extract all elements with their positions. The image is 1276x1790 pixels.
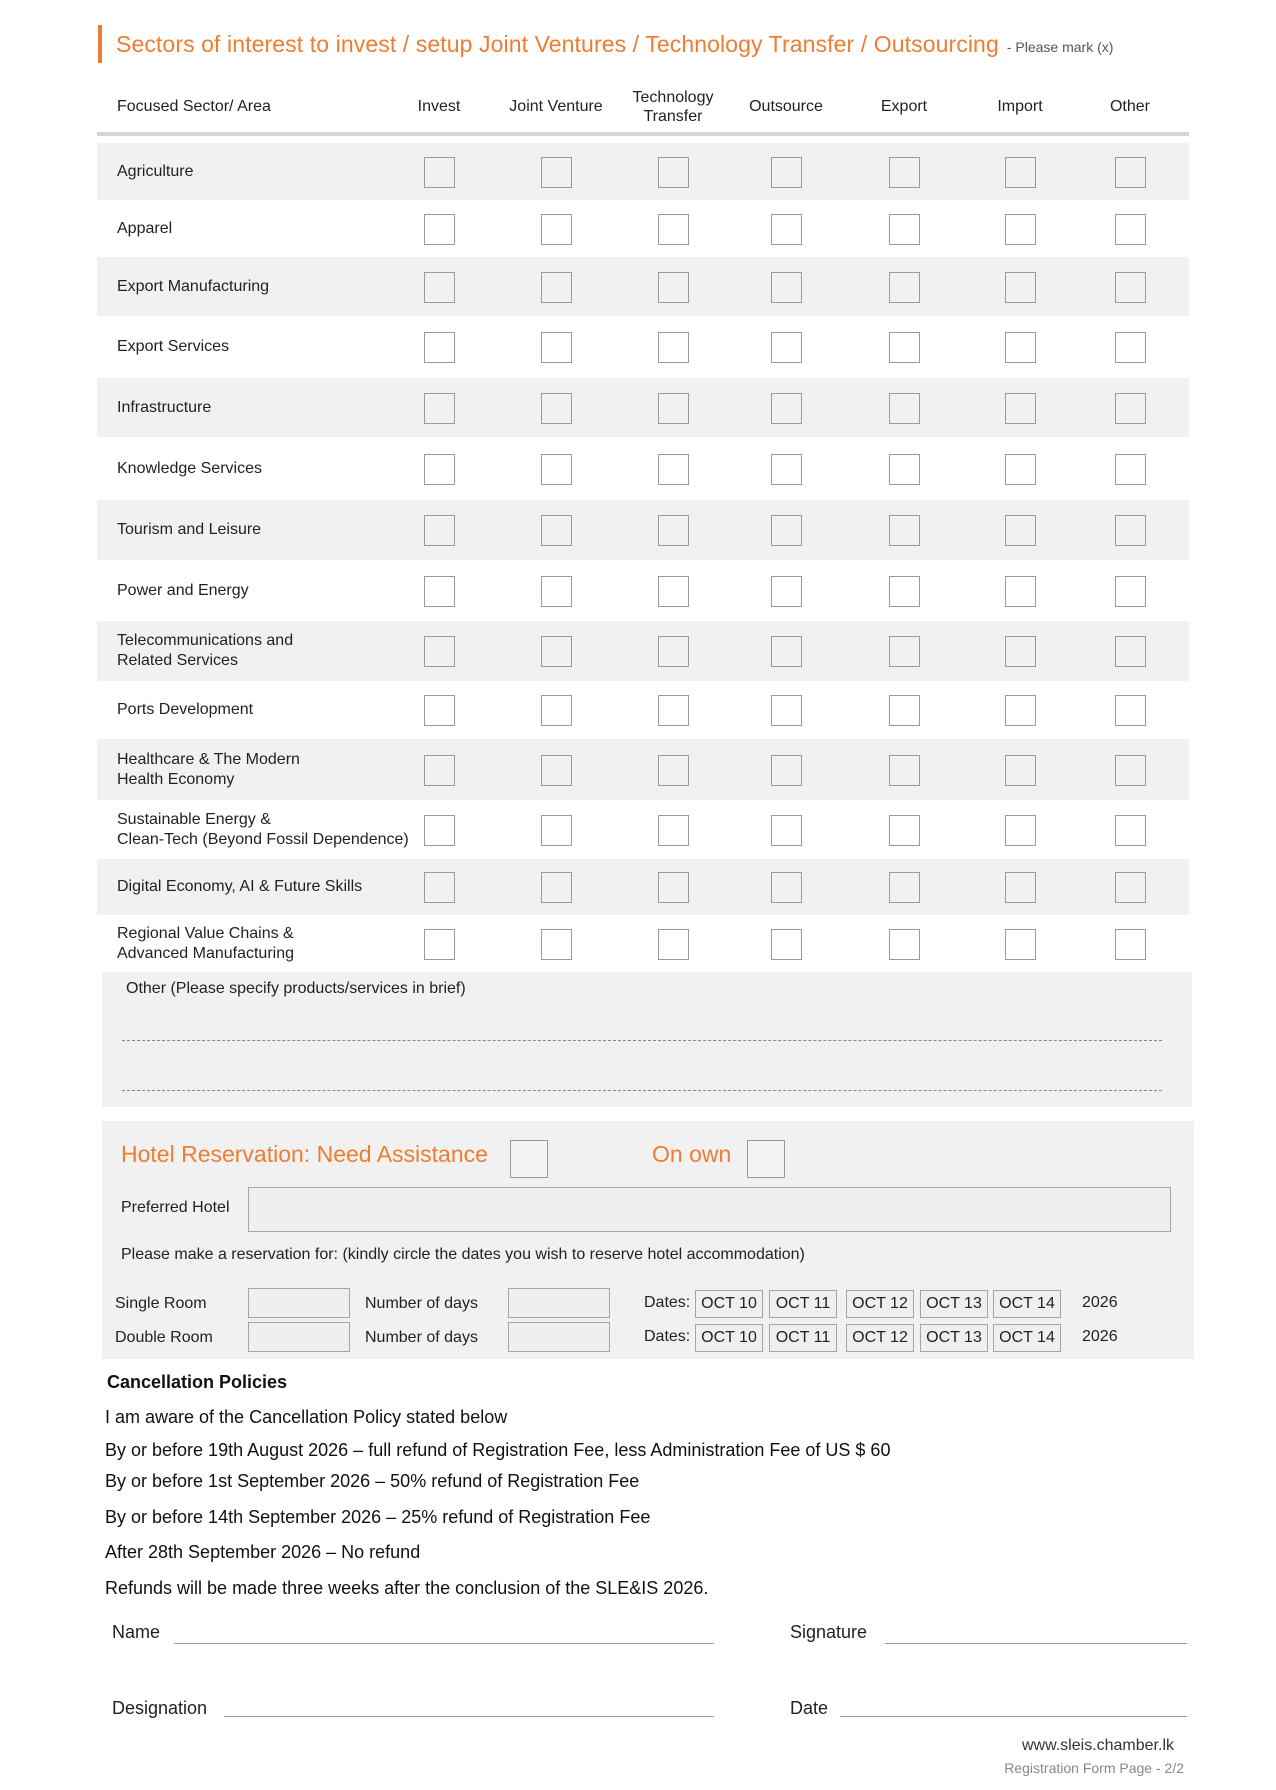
export-services-outsource-checkbox[interactable] xyxy=(771,332,802,363)
agriculture-invest-checkbox[interactable] xyxy=(424,157,455,188)
double-room-count-field[interactable] xyxy=(248,1322,350,1352)
mark-instruction-note: - Please mark (x) xyxy=(1006,39,1114,55)
export-manufacturing-export-checkbox[interactable] xyxy=(889,272,920,303)
sector-label: Sustainable Energy & Clean-Tech (Beyond Fossil Dependence) xyxy=(117,810,409,848)
policy-line: By or before 1st September 2026 – 50% refund of Registration Fee xyxy=(105,1471,640,1491)
apparel-export-checkbox[interactable] xyxy=(889,214,920,245)
signature-label: Signature xyxy=(790,1622,868,1642)
other-specify-line-2[interactable] xyxy=(122,1090,1162,1091)
digital-economy-ai-futur-joint-venture-checkbox[interactable] xyxy=(541,872,572,903)
matrix-row-agriculture xyxy=(97,143,1189,200)
matrix-header-sector: Focused Sector/ Area xyxy=(117,98,271,116)
matrix-header-outsource: Outsource xyxy=(749,98,823,116)
infrastructure-joint-venture-checkbox[interactable] xyxy=(541,393,572,424)
ports-development-invest-checkbox[interactable] xyxy=(424,695,455,726)
sustainable-energy-clean-joint-venture-checkbox[interactable] xyxy=(541,815,572,846)
telecommunications-and-r-outsource-checkbox[interactable] xyxy=(771,636,802,667)
knowledge-services-outsource-checkbox[interactable] xyxy=(771,454,802,485)
single-room-date-oct-12[interactable]: OCT 12 xyxy=(846,1290,914,1318)
sustainable-energy-clean-invest-checkbox[interactable] xyxy=(424,815,455,846)
sector-label: Digital Economy, AI & Future Skills xyxy=(117,878,363,895)
double-room-dates-label: Dates: xyxy=(644,1328,691,1345)
matrix-row-infrastructure xyxy=(97,378,1189,437)
heading-accent-bar xyxy=(98,25,102,63)
export-services-export-checkbox[interactable] xyxy=(889,332,920,363)
sector-label: Healthcare & The Modern Health Economy xyxy=(117,750,300,788)
knowledge-services-other-checkbox[interactable] xyxy=(1115,454,1146,485)
policy-line: By or before 14th September 2026 – 25% refund of Registration Fee xyxy=(105,1507,651,1527)
healthcare-the-modern-he-other-checkbox[interactable] xyxy=(1115,755,1146,786)
regional-value-chains-ad-export-checkbox[interactable] xyxy=(889,929,920,960)
healthcare-the-modern-he-invest-checkbox[interactable] xyxy=(424,755,455,786)
agriculture-other-checkbox[interactable] xyxy=(1115,157,1146,188)
infrastructure-outsource-checkbox[interactable] xyxy=(771,393,802,424)
sector-label: Knowledge Services xyxy=(117,459,262,477)
policy-line: I am aware of the Cancellation Policy stated below xyxy=(105,1407,508,1427)
sector-section-heading xyxy=(98,24,1113,64)
footer-website: www.sleis.chamber.lk xyxy=(1021,1737,1174,1754)
export-services-invest-checkbox[interactable] xyxy=(424,332,455,363)
policy-line: By or before 19th August 2026 – full refund of Registration Fee, less Administration Fee of US $ 60 xyxy=(105,1440,891,1460)
ports-development-technology-transfer-checkbox[interactable] xyxy=(658,695,689,726)
reservation-instruction: Please make a reservation for: (kindly circle the dates you wish to reserve hotel accommodation) xyxy=(121,1246,805,1263)
regional-value-chains-ad-invest-checkbox[interactable] xyxy=(424,929,455,960)
regional-value-chains-ad-import-checkbox[interactable] xyxy=(1005,929,1036,960)
sector-label: Apparel xyxy=(117,219,173,237)
ports-development-outsource-checkbox[interactable] xyxy=(771,695,802,726)
cancellation-policies-title: Cancellation Policies xyxy=(107,1372,288,1392)
regional-value-chains-ad-outsource-checkbox[interactable] xyxy=(771,929,802,960)
hotel-reservation-section xyxy=(102,1121,1194,1359)
telecommunications-and-r-export-checkbox[interactable] xyxy=(889,636,920,667)
date-field[interactable] xyxy=(840,1716,1187,1717)
agriculture-outsource-checkbox[interactable] xyxy=(771,157,802,188)
knowledge-services-joint-venture-checkbox[interactable] xyxy=(541,454,572,485)
agriculture-export-checkbox[interactable] xyxy=(889,157,920,188)
telecommunications-and-r-joint-venture-checkbox[interactable] xyxy=(541,636,572,667)
digital-economy-ai-futur-import-checkbox[interactable] xyxy=(1005,872,1036,903)
single-room-dates-label: Dates: xyxy=(644,1294,691,1311)
sector-interest-matrix xyxy=(97,78,1189,962)
on-own-checkbox[interactable] xyxy=(747,1140,785,1178)
policy-line: Refunds will be made three weeks after the conclusion of the SLE&IS 2026. xyxy=(105,1578,709,1598)
ports-development-joint-venture-checkbox[interactable] xyxy=(541,695,572,726)
healthcare-the-modern-he-technology-transfer-checkbox[interactable] xyxy=(658,755,689,786)
healthcare-the-modern-he-outsource-checkbox[interactable] xyxy=(771,755,802,786)
sustainable-energy-clean-export-checkbox[interactable] xyxy=(889,815,920,846)
export-manufacturing-outsource-checkbox[interactable] xyxy=(771,272,802,303)
telecommunications-and-r-invest-checkbox[interactable] xyxy=(424,636,455,667)
export-manufacturing-invest-checkbox[interactable] xyxy=(424,272,455,303)
other-specify-section xyxy=(102,972,1192,1107)
matrix-row-regional-value-chains-advanced-manufacturing xyxy=(97,915,1189,973)
apparel-joint-venture-checkbox[interactable] xyxy=(541,214,572,245)
double-room-date-oct-13[interactable]: OCT 13 xyxy=(920,1324,988,1352)
matrix-header-joint-venture: Joint Venture xyxy=(509,98,603,116)
double-room-date-oct-12[interactable]: OCT 12 xyxy=(846,1324,914,1352)
double-room-date-oct-10[interactable]: OCT 10 xyxy=(695,1324,763,1352)
matrix-row-ports-development xyxy=(97,681,1189,739)
other-specify-label: Other (Please specify products/services in brief) xyxy=(126,980,466,997)
telecommunications-and-r-import-checkbox[interactable] xyxy=(1005,636,1036,667)
export-manufacturing-import-checkbox[interactable] xyxy=(1005,272,1036,303)
agriculture-import-checkbox[interactable] xyxy=(1005,157,1036,188)
designation-label: Designation xyxy=(112,1698,208,1718)
tourism-and-leisure-export-checkbox[interactable] xyxy=(889,515,920,546)
single-room-date-oct-13[interactable]: OCT 13 xyxy=(920,1290,988,1318)
regional-value-chains-ad-technology-transfer-checkbox[interactable] xyxy=(658,929,689,960)
telecommunications-and-r-other-checkbox[interactable] xyxy=(1115,636,1146,667)
power-and-energy-export-checkbox[interactable] xyxy=(889,576,920,607)
digital-economy-ai-futur-technology-transfer-checkbox[interactable] xyxy=(658,872,689,903)
ports-development-export-checkbox[interactable] xyxy=(889,695,920,726)
designation-field[interactable] xyxy=(224,1716,714,1717)
matrix-row-power-and-energy xyxy=(97,560,1189,621)
sector-label: Tourism and Leisure xyxy=(117,521,262,538)
single-room-days-field[interactable] xyxy=(508,1288,610,1318)
agriculture-joint-venture-checkbox[interactable] xyxy=(541,157,572,188)
preferred-hotel-field[interactable] xyxy=(248,1187,1171,1232)
name-label: Name xyxy=(112,1622,161,1642)
export-services-joint-venture-checkbox[interactable] xyxy=(541,332,572,363)
apparel-other-checkbox[interactable] xyxy=(1115,214,1146,245)
preferred-hotel-label: Preferred Hotel xyxy=(121,1199,230,1216)
infrastructure-other-checkbox[interactable] xyxy=(1115,393,1146,424)
single-room-year: 2026 xyxy=(1082,1294,1118,1311)
matrix-header-import: Import xyxy=(997,98,1043,116)
knowledge-services-technology-transfer-checkbox[interactable] xyxy=(658,454,689,485)
double-room-label: Double Room xyxy=(115,1329,213,1346)
sector-label: Ports Development xyxy=(117,701,254,718)
matrix-header-technology-transfer: Technology Transfer xyxy=(632,88,714,125)
tourism-and-leisure-technology-transfer-checkbox[interactable] xyxy=(658,515,689,546)
footer-page-number: Registration Form Page - 2/2 xyxy=(1004,1760,1184,1776)
double-room-year: 2026 xyxy=(1082,1328,1118,1345)
double-room-date-oct-14[interactable]: OCT 14 xyxy=(993,1324,1061,1352)
tourism-and-leisure-import-checkbox[interactable] xyxy=(1005,515,1036,546)
matrix-row-export-services xyxy=(97,316,1189,378)
matrix-row-telecommunications-and-related-services xyxy=(97,621,1189,681)
double-room-days-field[interactable] xyxy=(508,1322,610,1352)
regional-value-chains-ad-joint-venture-checkbox[interactable] xyxy=(541,929,572,960)
telecommunications-and-r-technology-transfer-checkbox[interactable] xyxy=(658,636,689,667)
export-services-technology-transfer-checkbox[interactable] xyxy=(658,332,689,363)
agriculture-technology-transfer-checkbox[interactable] xyxy=(658,157,689,188)
tourism-and-leisure-joint-venture-checkbox[interactable] xyxy=(541,515,572,546)
sector-label: Export Manufacturing xyxy=(117,277,270,295)
power-and-energy-technology-transfer-checkbox[interactable] xyxy=(658,576,689,607)
sustainable-energy-clean-outsource-checkbox[interactable] xyxy=(771,815,802,846)
tourism-and-leisure-outsource-checkbox[interactable] xyxy=(771,515,802,546)
date-label: Date xyxy=(790,1698,829,1718)
need-assistance-checkbox[interactable] xyxy=(510,1140,548,1178)
power-and-energy-other-checkbox[interactable] xyxy=(1115,576,1146,607)
single-room-date-oct-10[interactable]: OCT 10 xyxy=(695,1290,763,1318)
matrix-row-export-manufacturing xyxy=(97,257,1189,316)
sector-label: Telecommunications and Related Services xyxy=(117,632,294,669)
regional-value-chains-ad-other-checkbox[interactable] xyxy=(1115,929,1146,960)
healthcare-the-modern-he-export-checkbox[interactable] xyxy=(889,755,920,786)
power-and-energy-joint-venture-checkbox[interactable] xyxy=(541,576,572,607)
power-and-energy-invest-checkbox[interactable] xyxy=(424,576,455,607)
export-manufacturing-other-checkbox[interactable] xyxy=(1115,272,1146,303)
matrix-row-tourism-and-leisure xyxy=(97,500,1189,560)
single-room-date-oct-14[interactable]: OCT 14 xyxy=(993,1290,1061,1318)
knowledge-services-import-checkbox[interactable] xyxy=(1005,454,1036,485)
healthcare-the-modern-he-joint-venture-checkbox[interactable] xyxy=(541,755,572,786)
infrastructure-invest-checkbox[interactable] xyxy=(424,393,455,424)
infrastructure-export-checkbox[interactable] xyxy=(889,393,920,424)
matrix-row-apparel xyxy=(97,200,1189,257)
tourism-and-leisure-other-checkbox[interactable] xyxy=(1115,515,1146,546)
digital-economy-ai-futur-outsource-checkbox[interactable] xyxy=(771,872,802,903)
hotel-assistance-title: Hotel Reservation: Need Assistance xyxy=(121,1141,488,1167)
sector-label: Power and Energy xyxy=(117,581,249,599)
matrix-row-sustainable-energy-clean-tech-beyond-fossil-dependence xyxy=(97,800,1189,859)
apparel-invest-checkbox[interactable] xyxy=(424,214,455,245)
sustainable-energy-clean-import-checkbox[interactable] xyxy=(1005,815,1036,846)
matrix-header-export: Export xyxy=(880,98,928,116)
on-own-title: On own xyxy=(652,1141,732,1167)
sector-section-title: Sectors of interest to invest / setup Joint Ventures / Technology Transfer / Outsourcing xyxy=(116,30,999,57)
single-room-count-field[interactable] xyxy=(248,1288,350,1318)
single-room-label: Single Room xyxy=(115,1295,207,1312)
matrix-row-knowledge-services xyxy=(97,437,1189,500)
export-services-import-checkbox[interactable] xyxy=(1005,332,1036,363)
matrix-row-healthcare-the-modern-health-economy xyxy=(97,739,1189,800)
ports-development-other-checkbox[interactable] xyxy=(1115,695,1146,726)
apparel-outsource-checkbox[interactable] xyxy=(771,214,802,245)
infrastructure-import-checkbox[interactable] xyxy=(1005,393,1036,424)
healthcare-the-modern-he-import-checkbox[interactable] xyxy=(1005,755,1036,786)
power-and-energy-outsource-checkbox[interactable] xyxy=(771,576,802,607)
ports-development-import-checkbox[interactable] xyxy=(1005,695,1036,726)
policy-line: After 28th September 2026 – No refund xyxy=(105,1542,421,1562)
single-room-days-label: Number of days xyxy=(365,1295,478,1312)
matrix-header-other: Other xyxy=(1109,98,1150,116)
export-manufacturing-technology-transfer-checkbox[interactable] xyxy=(658,272,689,303)
sector-label: Regional Value Chains & Advanced Manufacturing xyxy=(117,925,294,962)
sector-label: Export Services xyxy=(117,338,230,355)
sector-label: Infrastructure xyxy=(117,398,212,416)
apparel-technology-transfer-checkbox[interactable] xyxy=(658,214,689,245)
power-and-energy-import-checkbox[interactable] xyxy=(1005,576,1036,607)
signature-field[interactable] xyxy=(885,1643,1187,1644)
name-field[interactable] xyxy=(174,1643,714,1644)
digital-economy-ai-futur-export-checkbox[interactable] xyxy=(889,872,920,903)
tourism-and-leisure-invest-checkbox[interactable] xyxy=(424,515,455,546)
knowledge-services-export-checkbox[interactable] xyxy=(889,454,920,485)
sustainable-energy-clean-other-checkbox[interactable] xyxy=(1115,815,1146,846)
export-services-other-checkbox[interactable] xyxy=(1115,332,1146,363)
digital-economy-ai-futur-other-checkbox[interactable] xyxy=(1115,872,1146,903)
infrastructure-technology-transfer-checkbox[interactable] xyxy=(658,393,689,424)
double-room-days-label: Number of days xyxy=(365,1329,478,1346)
matrix-row-digital-economy-ai-future-skills xyxy=(97,859,1189,915)
single-room-date-oct-11[interactable]: OCT 11 xyxy=(769,1290,837,1318)
sustainable-energy-clean-technology-transfer-checkbox[interactable] xyxy=(658,815,689,846)
matrix-header-row xyxy=(97,78,1189,136)
sector-label: Agriculture xyxy=(117,162,194,180)
knowledge-services-invest-checkbox[interactable] xyxy=(424,454,455,485)
other-specify-line-1[interactable] xyxy=(122,1040,1162,1041)
apparel-import-checkbox[interactable] xyxy=(1005,214,1036,245)
matrix-header-invest: Invest xyxy=(417,98,461,116)
digital-economy-ai-futur-invest-checkbox[interactable] xyxy=(424,872,455,903)
export-manufacturing-joint-venture-checkbox[interactable] xyxy=(541,272,572,303)
double-room-date-oct-11[interactable]: OCT 11 xyxy=(769,1324,837,1352)
